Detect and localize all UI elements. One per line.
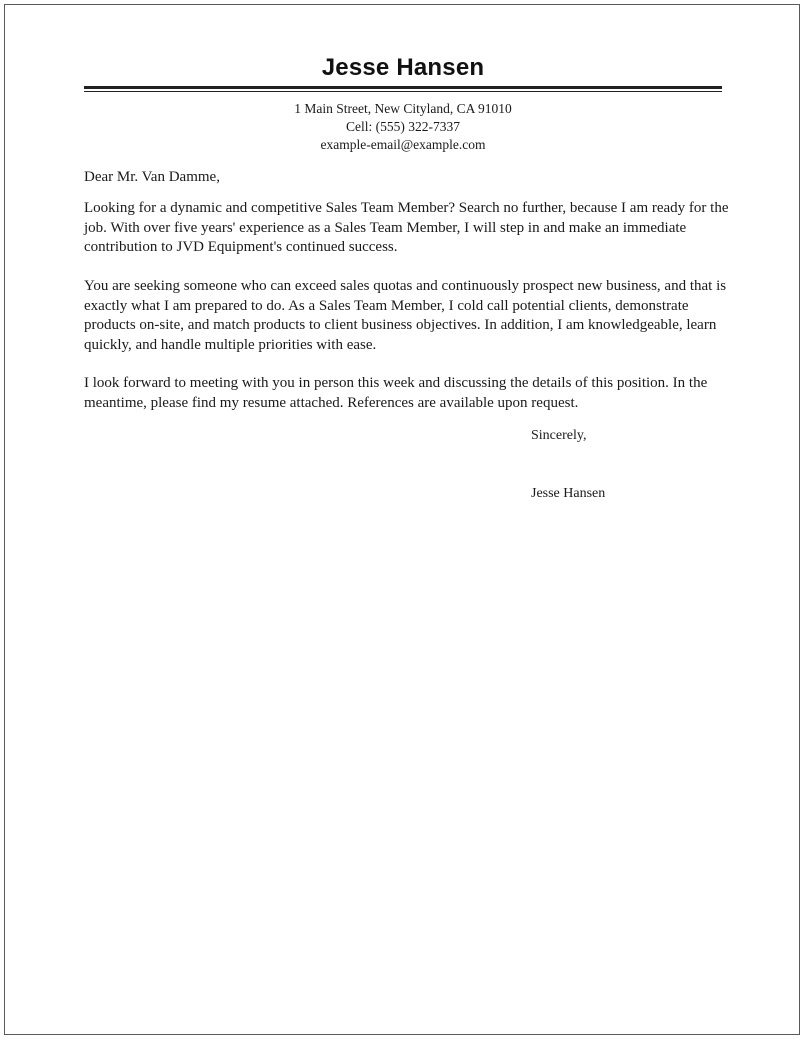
salutation: Dear Mr. Van Damme, [84, 169, 220, 185]
sender-email: example-email@example.com [320, 137, 486, 152]
letter-paragraph-1 [84, 199, 732, 258]
paragraph-text: I look forward to meeting with you in person this week and discussing the details of this position. In the meantime, please find my resume attached. References are available upon request. [84, 375, 708, 411]
header-rule-thick [84, 86, 722, 89]
closing-line: Sincerely, [531, 428, 587, 443]
letter-paragraph-2 [84, 277, 732, 355]
paragraph-text: You are seeking someone who can exceed sales quotas and continuously prospect new business, and that is exactly what I am prepared to do. As a Sales Team Member, I cold call potential clients, demonstrate products on-site, and match products to client business objectives. In addition, I am knowledgeable, learn quickly, and handle multiple priorities with ease. [84, 278, 727, 353]
sender-address: 1 Main Street, New Cityland, CA 91010 [294, 101, 512, 116]
signature-name: Jesse Hansen [531, 486, 606, 501]
paragraph-text: Looking for a dynamic and competitive Sales Team Member? Search no further, because I am ready for the job. With over five years' experience as a Sales Team Member, I will step in and make an immediate contribution to JVD Equipment's continued success. [84, 200, 729, 255]
letter-paragraph-3 [84, 374, 732, 413]
header-rule-thin [84, 91, 722, 92]
letter-page [4, 4, 800, 1035]
sender-phone: Cell: (555) 322-7337 [346, 119, 460, 134]
sender-name-heading: Jesse Hansen [321, 54, 485, 81]
